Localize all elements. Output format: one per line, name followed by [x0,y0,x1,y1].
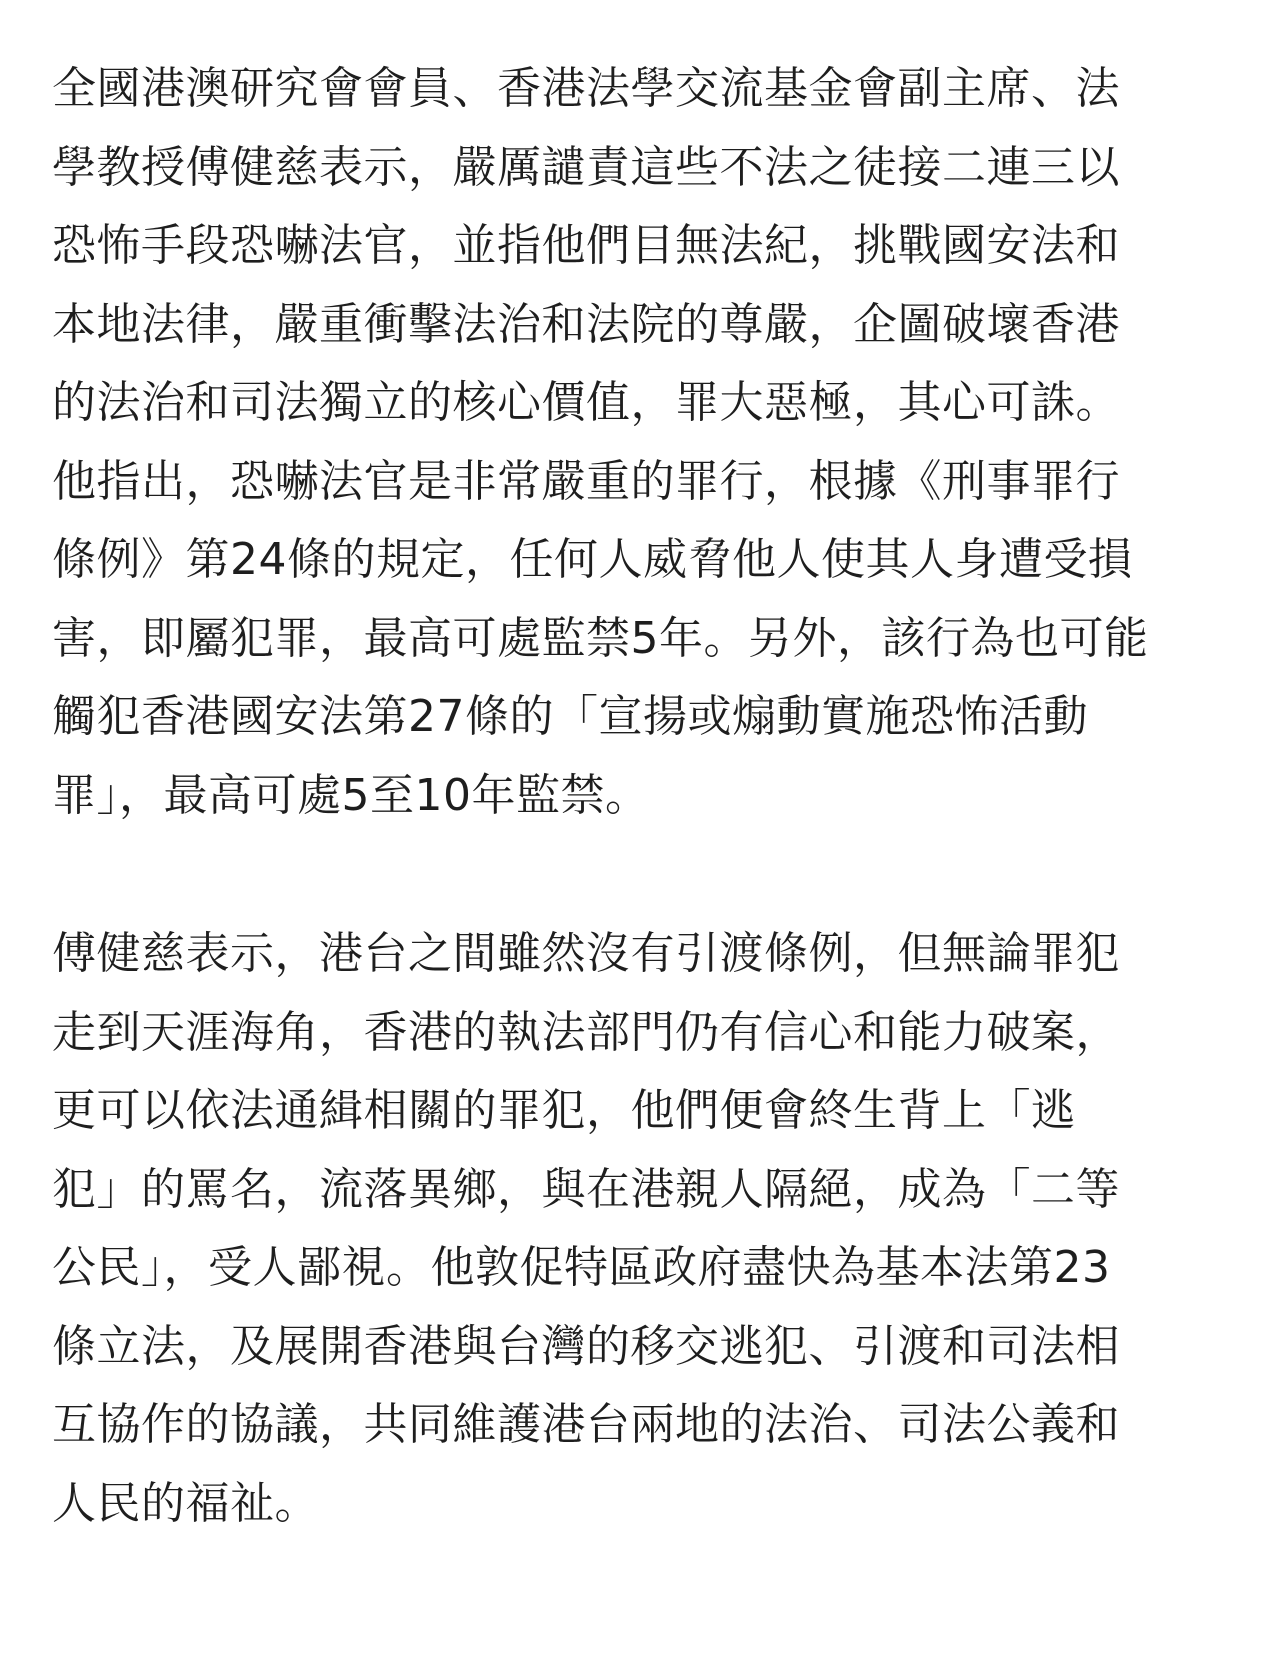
paragraph-line: 互協作的協議，共同維護港台兩地的法治、司法公義和 [52,1399,1120,1450]
paragraph-line: 更可以依法通緝相關的罪犯，他們便會終生背上「逃 [52,1085,1076,1136]
paragraph-line: 走到天涯海角，香港的執法部門仍有信心和能力破案， [52,1006,1120,1058]
paragraph-line: 全國港澳研究會會員、香港法學交流基金會副主席、法 [52,63,1120,114]
paragraph-line: 條例》第24條的規定，任何人威脅他人使其人身遭受損 [52,534,1133,585]
article-paragraph-1 [52,50,1242,835]
paragraph-line: 觸犯香港國安法第27條的「宣揚或煽動實施恐怖活動 [52,691,1088,742]
article-body [52,50,1242,1543]
paragraph-line: 罪」，最高可處5至10年監禁。 [52,769,650,821]
paragraph-line: 的法治和司法獨立的核心價值，罪大惡極，其心可誅。 [52,377,1120,428]
paragraph-line: 人民的福祉。 [52,1477,319,1529]
paragraph-line: 公民」，受人鄙視。他敦促特區政府盡快為基本法第23 [52,1242,1111,1293]
paragraph-line: 本地法律，嚴重衝擊法治和法院的尊嚴，企圖破壞香港 [52,298,1120,350]
paragraph-line: 條立法，及展開香港與台灣的移交逃犯、引渡和司法相 [52,1320,1120,1372]
paragraph-line: 他指出，恐嚇法官是非常嚴重的罪行，根據《刑事罪行 [52,455,1120,507]
paragraph-line: 恐怖手段恐嚇法官，並指他們目無法紀，挑戰國安法和 [52,220,1120,271]
article-paragraph-2 [52,915,1242,1543]
paragraph-spacer [52,835,1242,915]
paragraph-line: 傅健慈表示，港台之間雖然沒有引渡條例，但無論罪犯 [52,928,1120,979]
paragraph-line: 學教授傅健慈表示，嚴厲譴責這些不法之徒接二連三以 [52,141,1120,193]
paragraph-line: 害，即屬犯罪，最高可處監禁5年。另外，該行為也可能 [52,612,1149,664]
paragraph-line: 犯」的罵名，流落異鄉，與在港親人隔絕，成為「二等 [52,1163,1120,1215]
